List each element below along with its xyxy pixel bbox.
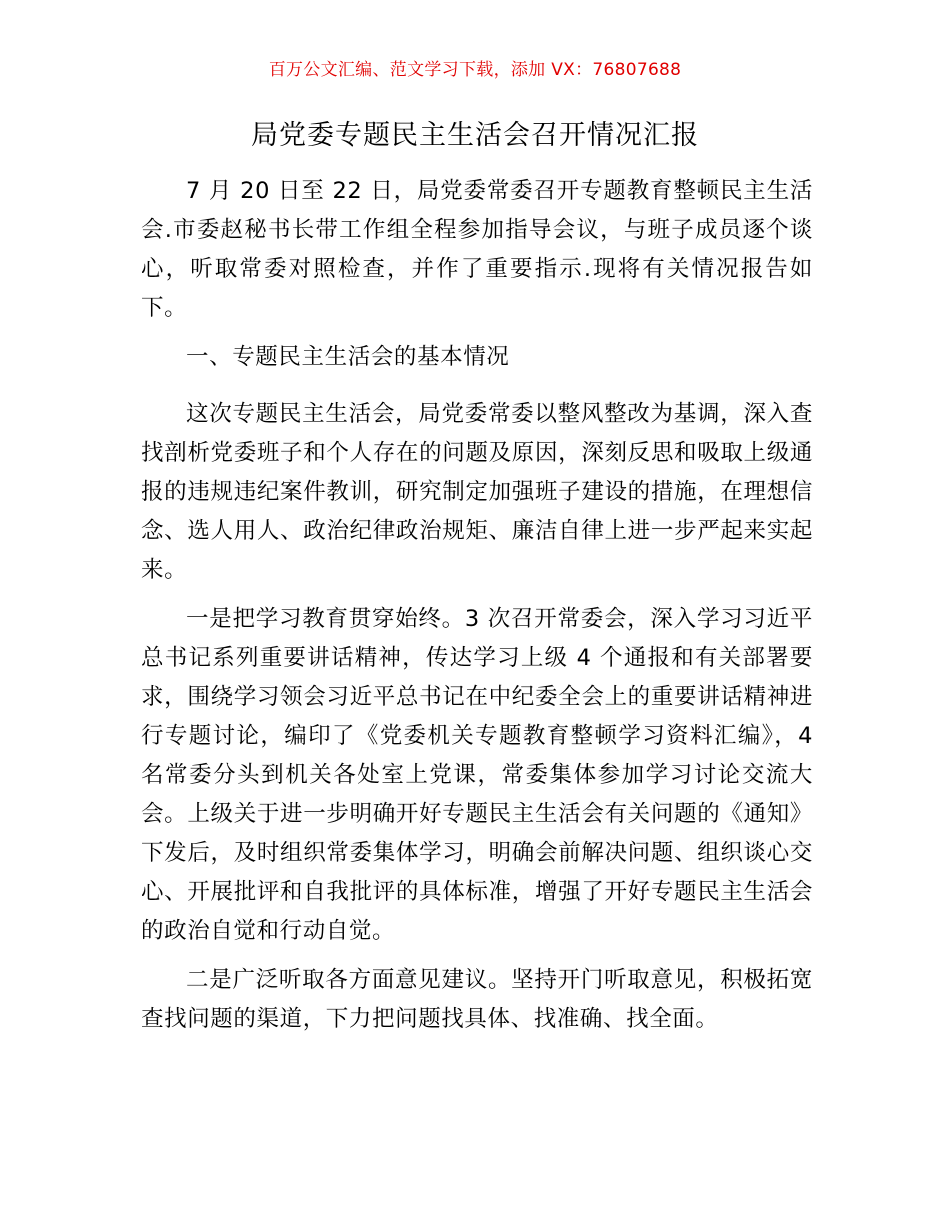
paragraph-point-2: 二是广泛听取各方面意见建议。坚持开门听取意见，积极拓宽查找问题的渠道，下力把问题找具体、找准确、找全面。	[141, 967, 813, 1032]
paragraph-intro: 7 月 20 日至 22 日，局党委常委召开专题教育整顿民主生活会.市委赵秘书长带工作组全程参加指导会议，与班子成员逐个谈心，听取常委对照检查，并作了重要指示.现将有关情况报告如下。	[141, 178, 813, 321]
document-title: 局党委专题民主生活会召开情况汇报	[251, 120, 699, 151]
document-body	[141, 172, 813, 1049]
section-heading-1: 一、专题民主生活会的基本情况	[186, 344, 510, 370]
paragraph-overview: 这次专题民主生活会，局党委常委以整风整改为基调，深入查找剖析党委班子和个人存在的问题及原因，深刻反思和吸取上级通报的违规违纪案件教训，研究制定加强班子建设的措施，在理想信念、选人用人、政治纪律政治规矩、廉洁自律上进一步严起来实起来。	[141, 401, 813, 583]
watermark-banner: 百万公文汇编、范文学习下载，添加 VX：76807688	[268, 60, 682, 80]
paragraph-point-1: 一是把学习教育贯穿始终。3 次召开常委会，深入学习习近平总书记系列重要讲话精神，传达学习上级 4 个通报和有关部署要求，围绕学习领会习近平总书记在中纪委全会上的重要讲话精神进行专题讨论，编印了《党委机关专题教育整顿学习资料汇编》，4 名常委分头到机关各处室上党课，常委集体参加学习讨论交流大会。上级关于进一步明确开好专题民主生活会有关问题的《通知》下发后，及时组织常委集体学习，明确会前解决问题、组织谈心交心、开展批评和自我批评的具体标准，增强了开好专题民主生活会的政治自觉和行动自觉。	[141, 606, 813, 944]
